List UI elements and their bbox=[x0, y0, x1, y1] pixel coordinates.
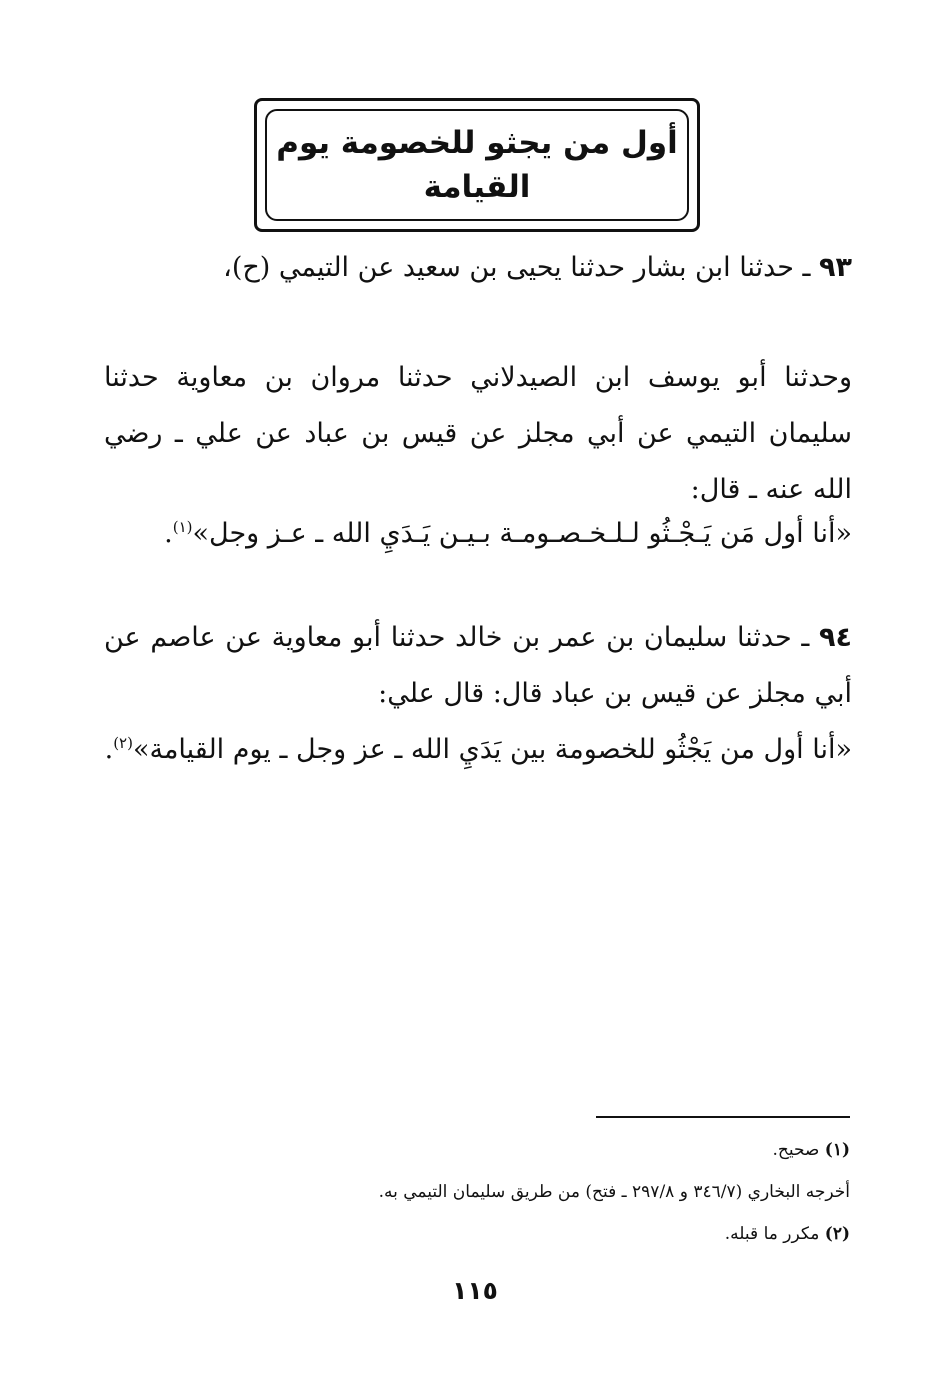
footnote-2-text: مكرر ما قبله. bbox=[724, 1224, 825, 1244]
footnote-ref-1[interactable]: (١) bbox=[172, 518, 193, 536]
footnote-divider bbox=[596, 1116, 850, 1118]
hadith-number: ٩٤ bbox=[819, 622, 852, 653]
hadith-94-chain bbox=[104, 610, 852, 722]
footnote-1-detail: أخرجه البخاري (٣٤٦/٧ و ٢٩٧/٨ ـ فتح) من طريق سليمان التيمي به. bbox=[378, 1182, 850, 1202]
chapter-title-line-2: القيامة bbox=[423, 169, 531, 205]
chapter-title-line-1: أول من يجثو للخصومة يوم bbox=[276, 125, 678, 161]
footnote-ref-2[interactable]: (٢) bbox=[113, 734, 133, 752]
chapter-title-inner-frame bbox=[265, 109, 689, 221]
quote-end: . bbox=[164, 518, 173, 549]
footnote-2-label: (٢) bbox=[824, 1224, 850, 1244]
hadith-93-second-chain bbox=[104, 350, 852, 518]
hadith-94-text: ـ حدثنا سليمان بن عمر بن خالد حدثنا أبو معاوية عن عاصم عن أبي مجلز عن قيس بن عباد قال: قال علي: bbox=[104, 622, 852, 709]
chapter-title-frame bbox=[254, 98, 700, 232]
hadith-93-text: ـ حدثنا ابن بشار حدثنا يحيى بن سعيد عن التيمي (ح)، bbox=[223, 252, 820, 283]
page-number: ١١٥ bbox=[452, 1276, 498, 1305]
footnote-1-label: (١) bbox=[824, 1140, 850, 1160]
hadith-number: ٩٣ bbox=[819, 252, 852, 283]
hadith-93-quote-text: «أنا أول مَن يَـجْـثُو لـلـخـصـومـة بـيـن يَـدَيِ الله ـ عـز وجل» bbox=[192, 518, 852, 549]
hadith-93-second-chain-text: وحدثنا أبو يوسف ابن الصيدلاني حدثنا مروان بن معاوية حدثنا سليمان التيمي عن أبي مجلز عن قيس بن عباد عن علي ـ رضي الله عنه ـ قال: bbox=[104, 362, 852, 505]
hadith-93-chain bbox=[104, 240, 852, 296]
quote-end: . bbox=[104, 734, 114, 765]
hadith-93-quote bbox=[104, 506, 852, 562]
footnote-1-text: صحيح. bbox=[772, 1140, 825, 1160]
hadith-94-quote bbox=[104, 722, 852, 778]
footnote-1 bbox=[772, 1138, 850, 1162]
footnote-2 bbox=[725, 1222, 850, 1246]
hadith-94-quote-text: «أنا أول من يَجْثُو للخصومة بين يَدَيِ الله ـ عز وجل ـ يوم القيامة» bbox=[132, 734, 852, 765]
